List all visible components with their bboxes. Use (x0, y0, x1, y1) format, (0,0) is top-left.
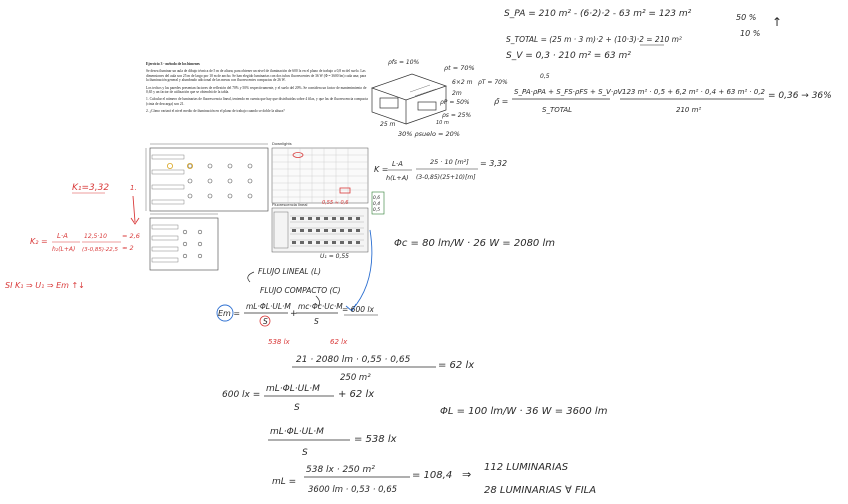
k-eq-values-num: 25 · 10 [m²] (430, 158, 469, 166)
eq2-rhs: + 62 lx (338, 389, 375, 400)
red-k2-den: h₂(L+A) (52, 246, 76, 253)
k-eq-den: h(L+A) (386, 174, 409, 182)
calc-result: = 62 lx (438, 360, 475, 371)
table-result-k: 0,55 ≈ 0,6 (322, 200, 349, 206)
eq3-den: S (302, 448, 308, 458)
green-side-note (372, 192, 384, 214)
utilization-table-2 (272, 202, 368, 252)
red-k2-approx: ≈ 2 (122, 244, 134, 252)
rho-avg-sup: 0,5 (540, 73, 550, 80)
ml-num: 538 lx · 250 m² (306, 465, 375, 475)
red-k1: K₁=3,32 (72, 183, 110, 193)
label-rho-s: ρs = 25% (442, 112, 472, 119)
rho-avg-result: = 0,36 → 36% (768, 91, 832, 101)
ml-lhs: mL = (272, 477, 297, 487)
label-rho-t2: ρT = 70% (478, 79, 508, 86)
em-lhs: Em = (218, 309, 241, 318)
label-25m: 25 m (380, 121, 396, 128)
k-eq-lhs: K = (374, 165, 389, 174)
em-plus: + (290, 309, 298, 319)
label-10m: 10 m (436, 120, 449, 126)
eq3-result: = 538 lx (354, 434, 397, 445)
red-rule: SI K₁ ⇒ U₁ ⇒ Em ↑↓ (5, 281, 85, 290)
rho-avg-values-den: 210 m² (676, 106, 702, 114)
eq2-lhs: 600 lx = (222, 390, 261, 400)
label-h2: 2m (452, 90, 462, 97)
em-result: = 600 lx (342, 305, 374, 314)
eq-phi-l: ΦL = 100 lm/W · 36 W = 3600 lm (440, 406, 608, 417)
eq-s-total: S_TOTAL = (25 m · 3 m)·2 + (10·3)·2 = 210 m² (506, 35, 682, 44)
em-num-1: mL·ΦL·UL·M (246, 302, 291, 311)
label-h6: 6×2 m (452, 79, 473, 86)
eq-s-pa: S_PA = 210 m² - (6·2)·2 - 63 m² = 123 m² (504, 9, 692, 19)
red-arrow-1 (131, 196, 139, 224)
result-luminarias: 112 LUMINARIAS (484, 462, 569, 473)
rho-avg-values-num: 123 m² · 0,5 + 6,2 m² · 0,4 + 63 m² · 0,2 (622, 88, 766, 96)
table-subtitle: Fluorescencia lineal (272, 202, 308, 207)
eq2-den: S (294, 403, 300, 413)
red-k2-values-den: (3-0,85)·22,5 (82, 247, 119, 253)
note-pct-10: 10 % (740, 29, 761, 38)
red-538: 538 lx (268, 338, 290, 346)
svg-text:0,6: 0,6 (373, 196, 381, 201)
eq3-num: mL·ΦL·UL·M (270, 427, 324, 437)
ml-den: 3600 lm · 0,53 · 0,65 (308, 485, 398, 495)
up-arrow-icon: ↑ (772, 15, 783, 29)
table-result-ul: U₁ = 0,55 (320, 253, 349, 260)
k-eq-result: = 3,32 (480, 159, 508, 168)
label-bottom: 30% ρsuelo = 20% (398, 130, 460, 138)
rho-avg-lhs: ρ̄ = (494, 97, 509, 106)
problem-paragraph-2: Los techos y las paredes presentan factores de reflexión del 70% y 50% respectivamente, y el suelo del 20%. Se considera un factor de mantenimiento de 0,65 y un factor de utilización que se obtendrá de la tabla. (146, 85, 367, 95)
red-k2-result: = 2,6 (122, 232, 140, 240)
red-62: 62 lx (330, 338, 348, 346)
label-rho-t: ρt = 70% (444, 64, 475, 72)
k-eq-values-den: (3-0,85)(25+10)[m] (416, 174, 476, 181)
red-k2-lhs: K₂ = (30, 237, 48, 246)
red-k2-values-num: 12,5·10 (84, 233, 107, 240)
em-den-1: S (263, 317, 268, 326)
rho-avg-num: S_PA·ρPA + S_FS·ρFS + S_V·ρV (514, 88, 623, 96)
k-eq-num: L·A (392, 160, 403, 168)
result-per-row: 28 LUMINARIAS ∀ FILA (484, 485, 597, 496)
red-label-1: 1. (130, 184, 137, 192)
ml-result: = 108,4 (412, 470, 453, 481)
room-diagram (372, 74, 446, 124)
implies-arrow-icon: ⇒ (462, 468, 472, 481)
problem-question-2: 2. ¿Cómo variará el nivel medio de iluminación en el plano de trabajo cuando se doble la altura? (146, 109, 285, 114)
note-pct-50: 50 % (736, 13, 757, 22)
label-rho-fs: ρfs = 10% (388, 59, 420, 66)
svg-text:0,4: 0,4 (373, 202, 381, 207)
em-den-2: S (314, 317, 319, 326)
rho-avg-den: S_TOTAL (542, 106, 573, 114)
eq-phi-c: Φc = 80 lm/W · 26 W = 2080 lm (394, 238, 555, 249)
floor-plan-2 (150, 214, 218, 270)
problem-title: Ejercicio 3 - método de los lúmenes (146, 62, 200, 66)
em-num-2: mc·Φc·Uc·M (298, 302, 343, 311)
utilization-table-1 (272, 141, 368, 206)
red-k2-num: L·A (57, 232, 68, 240)
calc-den: 250 m² (340, 373, 371, 383)
eq-s-v: S_V = 0,3 · 210 m² = 63 m² (506, 51, 631, 61)
label-rho-p: ρP = 50% (440, 99, 470, 106)
label-flujo-compacto: FLUJO COMPACTO (C) (260, 286, 341, 295)
problem-question-1: 1. Calcular el número de luminarias de fluorescencia lineal, teniendo en cuenta que hay que distribuirlas sobre 4 filas, y que las de fluorescencia compacta (cinta de descarga) son 21. (146, 97, 368, 106)
label-flujo-lineal: FLUJO LINEAL (L) (258, 267, 321, 276)
svg-text:0,5: 0,5 (373, 208, 381, 213)
problem-paragraph-1: Se desea iluminar un aula de dibujo técnica de 5 m de altura; para obtener un nivel de iluminación de 600 lx en el plano de trabajo a 0,8 m del suelo. Las dimensiones del aula son 25 m de largo por 10 m de ancho. Se han elegido luminarias con dos tubos fluorescentes de 36 W (Φ = 3600 lm) cada una; para la iluminación general y alumbrado adicional de las mesas con fluorescentes compactas de 26 W. (146, 69, 367, 83)
calc-num: 21 · 2080 lm · 0,55 · 0,65 (296, 355, 411, 365)
table-title: Downlights (272, 141, 292, 146)
eq2-num: mL·ΦL·UL·M (266, 384, 320, 394)
floor-plan-1 (146, 144, 268, 211)
